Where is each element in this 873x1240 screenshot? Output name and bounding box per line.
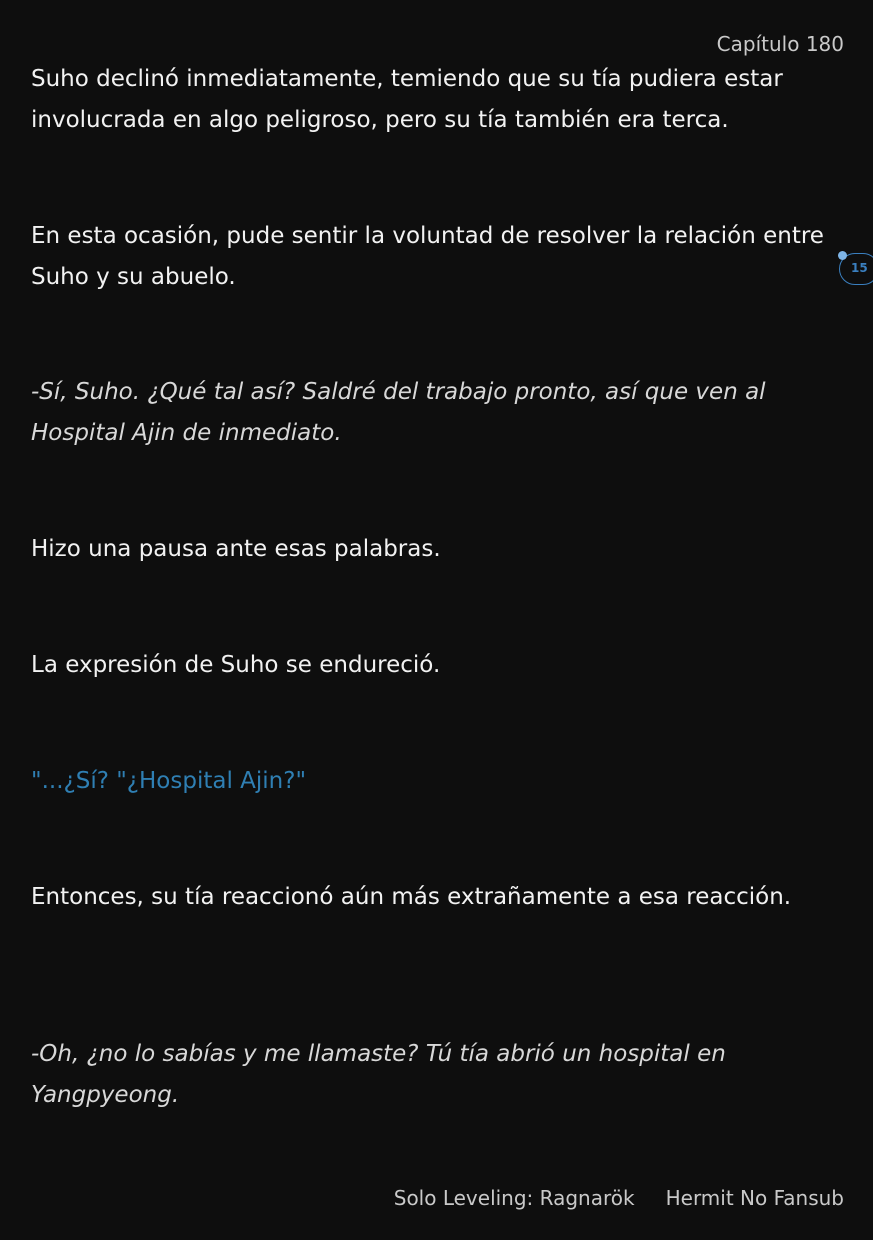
- footer-title: Solo Leveling: Ragnarök: [393, 1186, 635, 1210]
- paragraph-4: Hizo una pausa ante esas palabras.: [31, 536, 441, 562]
- paragraph-8-dialogue: -Oh, ¿no lo sabías y me llamaste? Tú tía abrió un hospital en Yangpyeong.: [31, 1041, 726, 1108]
- footer: [394, 1186, 844, 1210]
- page-number: 15: [851, 261, 868, 275]
- chapter-label: Capítulo 180: [716, 32, 844, 56]
- page-number-badge[interactable]: [839, 253, 873, 285]
- paragraph-1: Suho declinó inmediatamente, temiendo que su tía pudiera estar involucrada en algo peligroso, pero su tía también era terca.: [31, 66, 783, 133]
- footer-translator: Hermit No Fansub: [665, 1186, 844, 1210]
- paragraph-2: En esta ocasión, pude sentir la voluntad de resolver la relación entre Suho y su abuelo.: [31, 223, 824, 290]
- paragraph-3-dialogue: -Sí, Suho. ¿Qué tal así? Saldré del trabajo pronto, así que ven al Hospital Ajin de inmediato.: [31, 379, 766, 446]
- paragraph-7: Entonces, su tía reaccionó aún más extrañamente a esa reacción.: [31, 884, 792, 910]
- paragraph-6-highlight: "...¿Sí? "¿Hospital Ajin?": [31, 768, 307, 794]
- indicator-dot-icon: [838, 251, 847, 260]
- paragraph-5: La expresión de Suho se endureció.: [31, 652, 441, 678]
